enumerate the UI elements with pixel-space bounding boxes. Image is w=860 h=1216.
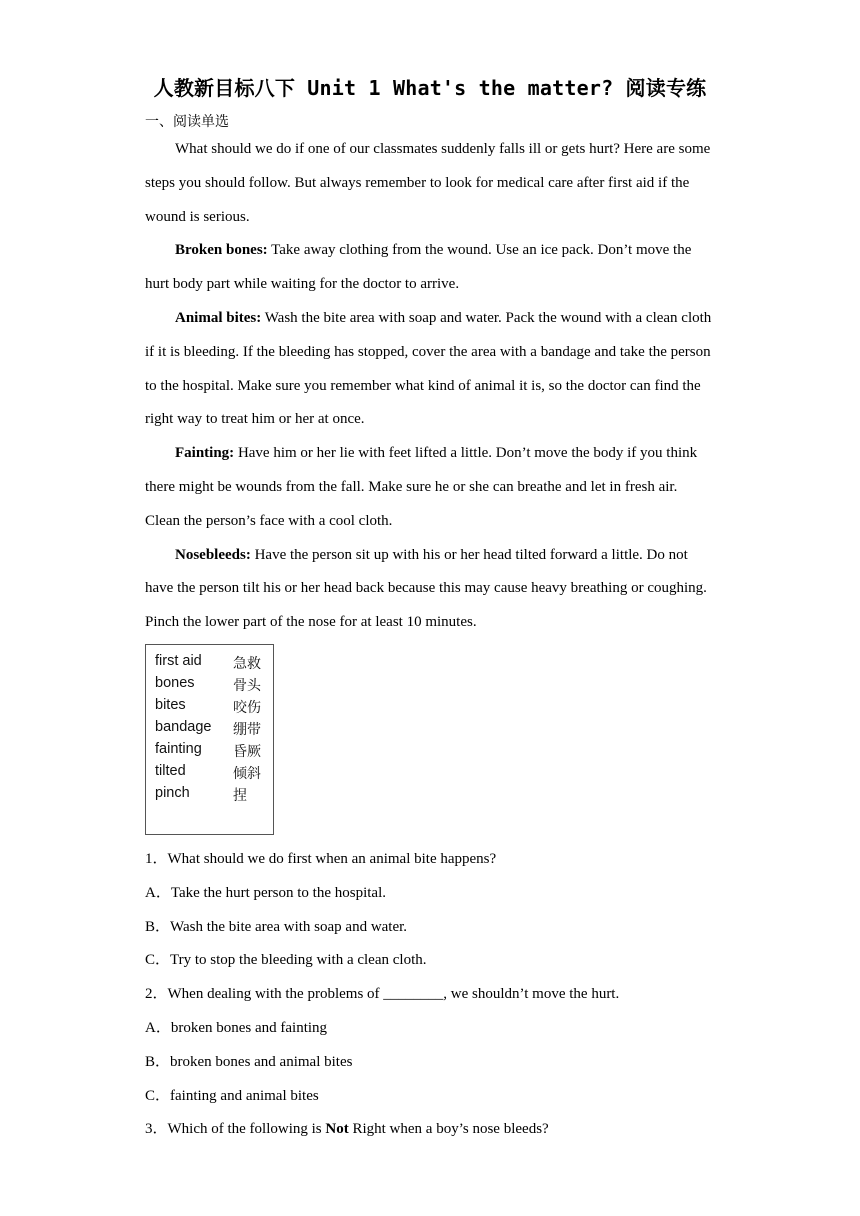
answer-option[interactable]: B．broken bones and animal bites [145, 1053, 353, 1070]
reading-passage [145, 133, 715, 640]
answer-option[interactable]: A．Take the hurt person to the hospital. [145, 884, 386, 901]
paragraph-text: Have the person sit up with his or her head tilted forward a little. Do not have the person tilt his or her head back because this may cause heavy breathing or coughing. Pinch the lower part of the nose for at least 10 minutes. [145, 546, 707, 631]
passage-paragraph [145, 234, 715, 302]
paragraph-term: Fainting: [175, 445, 235, 462]
vocabulary-box [145, 644, 274, 835]
paragraph-term: Animal bites: [175, 309, 262, 326]
vocabulary-chinese: 倾斜 [233, 766, 261, 782]
passage-paragraph [145, 302, 715, 437]
vocabulary-chinese: 绷带 [233, 722, 261, 738]
paragraph-text: Take away clothing from the wound. Use an ice pack. Don’t move the hurt body part while waiting for the doctor to arrive. [145, 242, 692, 293]
question-stem: 2．When dealing with the problems of ________, we shouldn’t move the hurt. [145, 986, 620, 1003]
vocabulary-item [155, 697, 270, 719]
paragraph-text: Wash the bite area with soap and water. Pack the wound with a clean cloth if it is bleeding. If the bleeding has stopped, cover the area with a bandage and take the person to the hospital. Make sure you remember what kind of animal it is, so the doctor can find the right way to treat him or her at once. [145, 309, 712, 428]
vocabulary-english: bandage [155, 719, 212, 735]
emphasis-text: Not [325, 1121, 349, 1138]
vocabulary-english: tilted [155, 763, 186, 779]
answer-option[interactable]: C．fainting and animal bites [145, 1087, 319, 1104]
vocabulary-english: first aid [155, 653, 202, 669]
paragraph-term: Nosebleeds: [175, 546, 251, 563]
vocabulary-english: bones [155, 675, 195, 691]
question-stem [145, 1113, 715, 1147]
question-text: 3．Which of the following is [145, 1121, 326, 1138]
vocabulary-chinese: 捏 [233, 788, 247, 804]
question-text: Right when a boy’s nose bleeds? [348, 1121, 549, 1138]
vocabulary-item [155, 763, 270, 785]
vocabulary-english: pinch [155, 785, 190, 801]
passage-intro: What should we do if one of our classmates suddenly falls ill or gets hurt? Here are some steps you should follow. But always remember to look for medical care after first aid if the wound is serious. [145, 141, 711, 225]
vocabulary-item [155, 653, 270, 675]
answer-option[interactable]: C．Try to stop the bleeding with a clean cloth. [145, 952, 427, 969]
question-stem: 1．What should we do first when an animal bite happens? [145, 851, 497, 867]
passage-paragraph [145, 437, 715, 538]
vocabulary-english: fainting [155, 741, 202, 757]
paragraph-term: Broken bones: [175, 242, 268, 259]
vocabulary-chinese: 骨头 [233, 678, 261, 694]
vocabulary-chinese: 急救 [233, 656, 261, 672]
passage-paragraph [145, 539, 715, 640]
paragraph-text: Have him or her lie with feet lifted a little. Don’t move the body if you think there might be wounds from the fall. Make sure he or she can breathe and let in fresh air. Clean the person’s face with a cool cloth. [145, 445, 698, 529]
answer-option[interactable]: B．Wash the bite area with soap and water. [145, 918, 408, 935]
vocabulary-chinese: 昏厥 [233, 744, 261, 760]
vocabulary-item [155, 741, 270, 763]
questions-section [145, 843, 715, 1147]
vocabulary-item [155, 675, 270, 697]
section-heading: 一、阅读单选 [145, 114, 229, 130]
vocabulary-item [155, 785, 270, 807]
vocabulary-chinese: 咬伤 [233, 700, 261, 716]
document-title: 人教新目标八下 Unit 1 What's the matter? 阅读专练 [153, 76, 707, 100]
answer-option[interactable]: A．broken bones and fainting [145, 1019, 328, 1036]
vocabulary-item [155, 719, 270, 741]
vocabulary-english: bites [155, 697, 186, 713]
